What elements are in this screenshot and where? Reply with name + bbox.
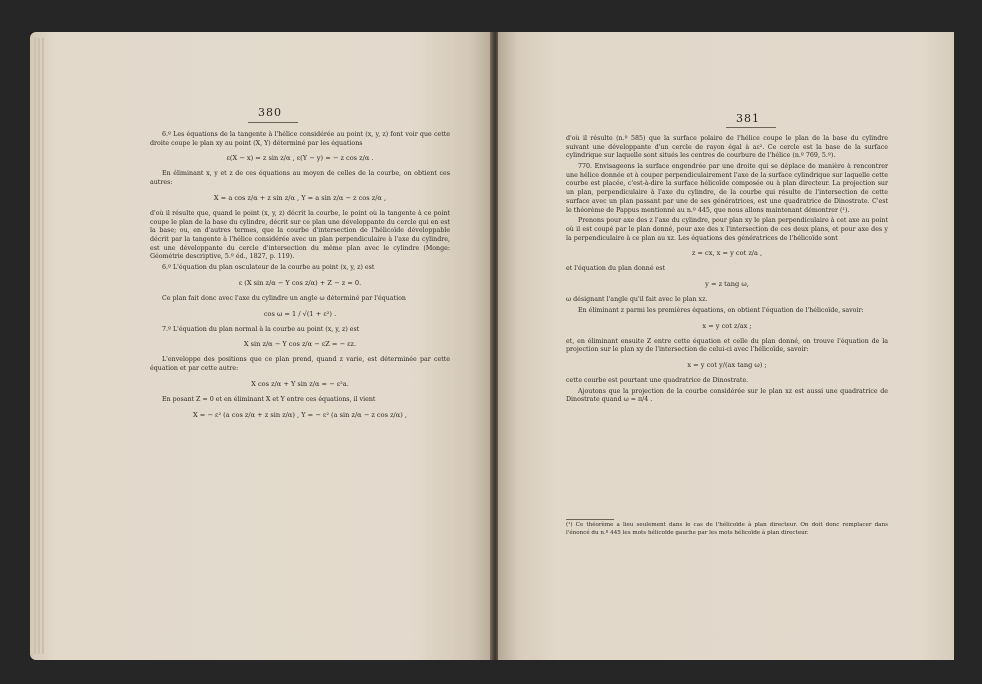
paragraph: Prenons pour axe des z l'axe du cylindre, pour plan xy le plan perpendiculaire à cet axe au point où il est coupé par le plan donné, pour axe des x l'intersection de ces deux plans, et pour axe des y la perpendiculaire à ce plan au xz. Les équations des génératrices de l'hélicoïde sont bbox=[566, 217, 888, 242]
equation: X = − ε² (a cos z/α + z sin z/α) , Y = − ε² (a sin z/α − z cos z/α) , bbox=[193, 410, 407, 419]
equation: ε (X sin z/α − Y cos z/α) + Z − z = 0. bbox=[238, 278, 362, 287]
equation: z = cx, x = y cot z/a , bbox=[691, 249, 763, 258]
paragraph: 7.º L'équation du plan normal à la courbe au point (x, y, z) est bbox=[162, 325, 360, 333]
page-edge bbox=[34, 38, 36, 654]
left-page-body bbox=[150, 131, 450, 427]
footnote-rule bbox=[566, 519, 614, 520]
paragraph: 770. Envisageons la surface engendrée par une droite qui se déplace de manière à rencontrer une hélice donnée et à couper perpendiculairement l'axe de la surface cylindrique sur laquelle cette courbe est placée, c'est-à-dire la surface hélicoïde composée ou à plan directeur. La projection sur un plan, perpendiculaire à l'axe du cylindre, de la courbe qui résulte de l'intersection de cette surface avec un plan passant par une de ses génératrices, est une quadratrice de Dinostrate. C'est le théorème de Pappus mentionné au n.º 445, que nous allons maintenant démontrer (¹). bbox=[566, 163, 888, 214]
paragraph: cette courbe est pourtant une quadratrice de Dinostrate. bbox=[566, 377, 749, 385]
paragraph: L'enveloppe des positions que ce plan prend, quand z varie, est déterminée par cette équation et par cette autre: bbox=[150, 356, 450, 373]
open-book bbox=[30, 32, 954, 660]
paragraph: d'où il résulte que, quand le point (x, y, z) décrit la courbe, le point où la tangente à ce point coupe le plan de la base du cylindre, décrit sur ce plan une développante du cercle qui en est la base; ou, en d'autres termes, que la courbe d'intersection de l'hélicoïde développable décrit par la tangente à l'hélice considérée avec un plan perpendiculaire à l'axe du cylindre, est une développante du cercle d'intersection du même plan avec le cylindre (Monge: Géométrie descriptive, 5.º éd., 1827, p. 119). bbox=[150, 209, 450, 261]
paragraph: ω désignant l'angle qu'il fait avec le plan xz. bbox=[566, 296, 708, 304]
paragraph: En éliminant x, y et z de ces équations au moyen de celles de la courbe, on obtient ces autres: bbox=[150, 170, 450, 187]
equation: ε(X − x) = z sin z/α , ε(Y − y) = − z cos z/α . bbox=[226, 154, 374, 163]
footnote: (¹) Ce théorème a lieu seulement dans le cas de l'hélicoïde à plan directeur. On doit donc remplacer dans l'énoncé du n.º 445 les mots hélicoïde gauche par les mots hélicoïde à plan directeur. bbox=[566, 522, 888, 536]
number-rule bbox=[726, 127, 776, 128]
paragraph: En éliminant z parmi les premières équations, on obtient l'équation de l'hélicoïde, savoir: bbox=[578, 306, 864, 314]
page-number-left: 380 bbox=[258, 106, 282, 119]
equation: X sin z/α − Y cos z/α − εZ = − εz. bbox=[243, 340, 357, 349]
paragraph: Ajoutons que la projection de la courbe considérée sur le plan xz est aussi une quadratrice de Dinostrate quand ω = π/4 . bbox=[566, 387, 888, 404]
equation: cos ω = 1 / √(1 + ε²) . bbox=[263, 309, 337, 318]
paragraph: En posant Z = 0 et en éliminant X et Y entre ces équations, il vient bbox=[162, 395, 376, 403]
page-number-right: 381 bbox=[736, 112, 760, 125]
paragraph: et, en éliminant ensuite Z entre cette équation et celle du plan donné, on trouve l'équation de la projection sur le plan xy de l'intersection de celui-ci avec l'hélicoïde, savoir: bbox=[566, 337, 888, 354]
paragraph: Ce plan fait donc avec l'axe du cylindre un angle ω déterminé par l'équation bbox=[162, 294, 406, 302]
equation: x = y cot z/ax ; bbox=[702, 321, 752, 330]
paragraph: d'où il résulte (n.º 585) que la surface polaire de l'hélice coupe le plan de la base du cylindre suivant une développante d'un cercle de rayon égal à aε². Ce cercle est la base de la surface cylindrique sur laquelle sont situés les centres de courbure de l'hélice (n.º 769, 5.º). bbox=[566, 135, 888, 160]
paragraph: et l'équation du plan donné est bbox=[566, 265, 666, 273]
right-page-body bbox=[566, 135, 888, 407]
equation: X = a cos z/α + z sin z/α , Y = a sin z/α − z cos z/α , bbox=[213, 193, 387, 202]
page-edge bbox=[38, 38, 40, 654]
paragraph: 6.º Les équations de la tangente à l'hélice considérée au point (x, y, z) font voir que cette droite coupe le plan xy au point (X, Y) déterminé par les équations bbox=[150, 131, 450, 147]
equation: X cos z/α + Y sin z/α = − ε²a. bbox=[251, 379, 349, 388]
left-page bbox=[30, 32, 492, 660]
paragraph: 6.º L'équation du plan osculateur de la courbe au point (x, y, z) est bbox=[162, 264, 375, 272]
right-page bbox=[498, 32, 954, 660]
equation: x = y cot y/(ax tang ω) ; bbox=[687, 360, 767, 369]
number-rule bbox=[248, 122, 298, 123]
page-edge bbox=[42, 38, 44, 654]
equation: y = z tang ω, bbox=[705, 280, 749, 289]
